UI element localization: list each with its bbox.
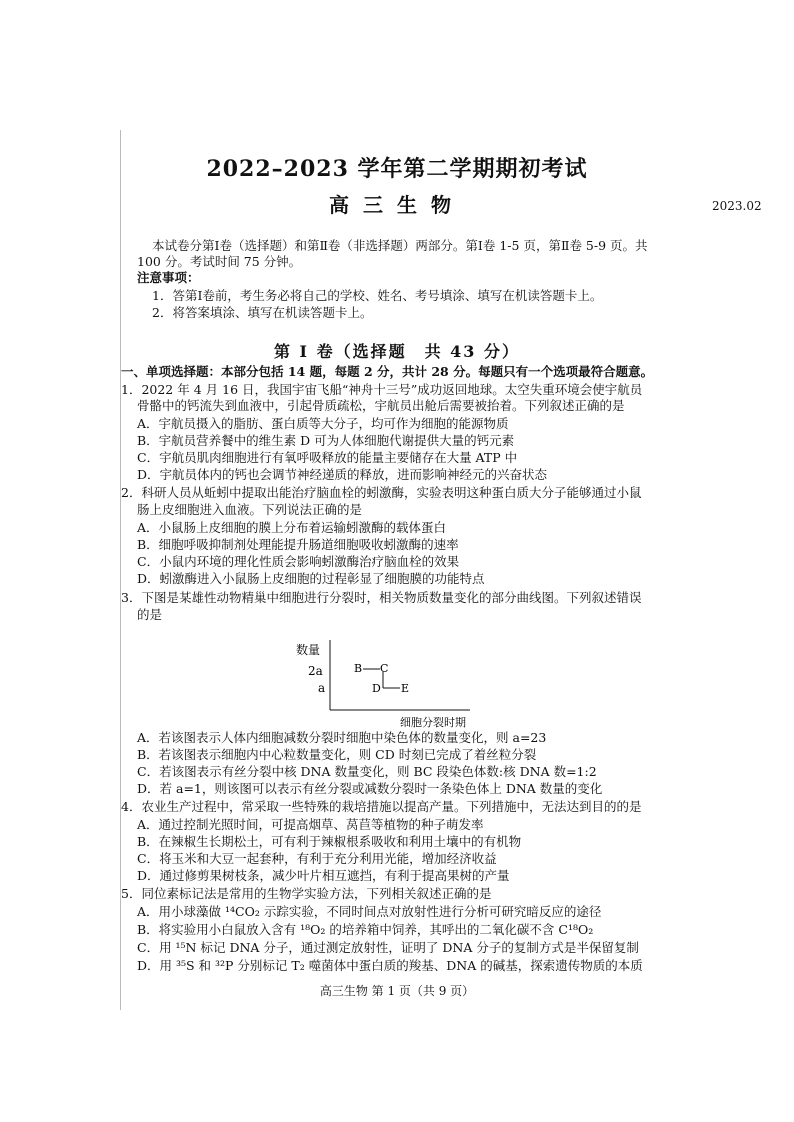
graph-point-d: D [372,682,381,695]
q5-option-d: D．用 ³⁵S 和 ³²P 分别标记 T₂ 噬菌体中蛋白质的羧基、DNA 的碱基，探索遗传物质的本质 [137,958,643,973]
q2-stem-line-1: 2．科研人员从蚯蚓中提取出能治疗脑血栓的蚓激酶，实验表明这种蛋白质大分子能够通过小鼠 [121,485,642,500]
q2-option-d: D．蚓激酶进入小鼠肠上皮细胞的过程彰显了细胞膜的功能特点 [137,571,485,586]
note-2: 2．将答案填涂、填写在机读答题卡上。 [152,305,373,320]
q4-stem-line-1: 4．农业生产过程中，常采取一些特殊的栽培措施以提高产量。下列措施中，无法达到目的的是 [121,799,642,814]
q2-option-b: B．细胞呼吸抑制剂处理能提升肠道细胞吸收蚓激酶的速率 [137,537,459,552]
q1-stem-line-2: 骨骼中的钙流失到血液中，引起骨质疏松，宇航员出舱后需要被抬着。下列叙述正确的是 [137,398,625,413]
page-footer: 高三生物 第 1 页（共 9 页） [319,984,475,998]
q2-option-c: C．小鼠内环境的理化性质会影响蚓激酶治疗脑血栓的效果 [137,554,460,569]
q4-option-b: B．在辣椒生长期松土，可有利于辣椒根系吸收和利用土壤中的有机物 [137,834,522,849]
q3-stem-line-1: 3．下图是某雄性动物精巢中细胞进行分裂时，相关物质数量变化的部分曲线图。下列叙述错误 [121,590,642,605]
q3-option-b: B．若该图表示细胞内中心粒数量变化，则 CD 时刻已完成了着丝粒分裂 [137,747,537,762]
q1-option-a: A．宇航员摄入的脂肪、蛋白质等大分子，均可作为细胞的能源物质 [137,416,509,431]
graph-point-c: C [380,662,389,675]
q4-option-a: A．通过控制光照时间，可提高烟草、莴苣等植物的种子萌发率 [137,817,484,832]
q3-option-a: A．若该图表示人体内细胞减数分裂时细胞中染色体的数量变化，则 a=23 [137,730,547,745]
q1-option-c: C．宇航员肌肉细胞进行有氧呼吸释放的能量主要储存在大量 ATP 中 [137,450,518,465]
note-1: 1．答第Ⅰ卷前，考生务必将自己的学校、姓名、考号填涂、填写在机读答题卡上。 [152,288,603,303]
section-heading: 一、单项选择题：本部分包括 14 题，每题 2 分，共计 28 分。每题只有一个选项最符合题意。 [121,364,654,379]
graph-ylabel: 数量 [296,643,321,657]
notes-title: 注意事项： [137,270,200,285]
q5-option-a: A．用小球藻做 ¹⁴CO₂ 示踪实验，不同时间点对放射性进行分析可研究暗反应的途径 [137,904,602,919]
graph-point-e: E [401,682,410,695]
q5-option-c: C．用 ¹⁵N 标记 DNA 分子，通过测定放射性，证明了 DNA 分子的复制方式是半保留复制 [137,940,639,955]
q1-stem-line-1: 1．2022 年 4 月 16 日，我国宇宙飞船“神舟十三号”成功返回地球。太空失重环境会使宇航员 [121,382,643,397]
part-1-title: 第 Ⅰ 卷（选择题 共 43 分） [273,342,521,361]
q4-option-d: D．通过修剪果树枝条，减少叶片相互遮挡，有利于提高果树的产量 [137,868,510,883]
q2-stem-line-2: 肠上皮细胞进入血液。下列说法正确的是 [137,502,363,517]
graph-tick-a: a [318,681,326,695]
q3-graph [290,636,490,728]
q1-option-d: D．宇航员体内的钙也会调节神经递质的释放，进而影响神经元的兴奋状态 [137,467,548,482]
exam-date: 2023.02 [712,199,762,213]
q2-option-a: A．小鼠肠上皮细胞的膜上分布着运输蚓激酶的载体蛋白 [137,520,447,535]
q4-option-c: C．将玉米和大豆一起套种，有利于充分利用光能，增加经济收益 [137,851,497,866]
q5-stem-line-1: 5．同位素标记法是常用的生物学实验方法，下列相关叙述正确的是 [121,886,492,901]
binding-margin-line [120,130,121,1010]
graph-xlabel: 细胞分裂时期 [400,716,466,728]
intro-line-1: 本试卷分第Ⅰ卷（选择题）和第Ⅱ卷（非选择题）两部分。第Ⅰ卷 1-5 页，第Ⅱ卷 5-9 页。共 [152,238,648,253]
q3-option-d: D．若 a=1，则该图可以表示有丝分裂或减数分裂时一条染色体上 DNA 数量的变化 [137,781,603,796]
exam-title: 2022–2023 学年第二学期期初考试 [206,156,588,182]
graph-tick-2a: 2a [308,664,323,678]
exam-subject: 高三生物 [329,193,465,217]
q3-option-c: C．若该图表示有丝分裂中核 DNA 数量变化，则 BC 段染色体数:核 DNA 数=1:2 [137,764,597,779]
q3-stem-line-2: 的是 [137,607,163,622]
q5-option-b: B．将实验用小白鼠放入含有 ¹⁸O₂ 的培养箱中饲养，其呼出的二氧化碳不含 C¹⁸O₂ [137,922,594,937]
q1-option-b: B．宇航员营养餐中的维生素 D 可为人体细胞代谢提供大量的钙元素 [137,433,515,448]
graph-point-b: B [354,662,363,675]
intro-line-2: 100 分。考试时间 75 分钟。 [137,254,302,269]
